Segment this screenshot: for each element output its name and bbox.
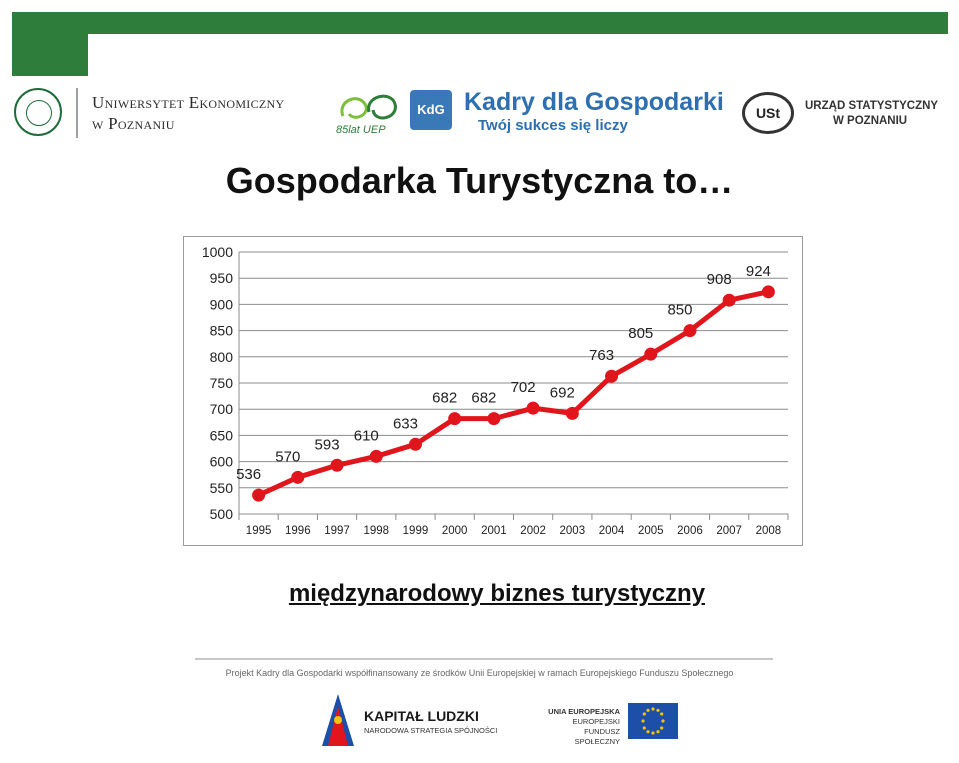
y-tick-label: 950 — [209, 270, 233, 287]
data-label: 702 — [510, 379, 536, 397]
header-green-tab — [12, 34, 88, 76]
header-white-notch — [88, 34, 948, 76]
slide-subtitle: międzynarodowy biznes turystyczny — [288, 580, 706, 607]
data-point — [644, 348, 657, 361]
data-label: 682 — [432, 389, 458, 407]
data-label: 682 — [471, 389, 497, 407]
uep-anniversary-label: 85lat UEP — [336, 124, 386, 136]
x-tick-label: 2000 — [441, 525, 468, 537]
x-tick-label: 2004 — [598, 525, 625, 537]
kapital-ludzki-title: KAPITAŁ LUDZKI — [364, 708, 479, 724]
y-tick-label: 750 — [209, 375, 233, 391]
data-point — [331, 459, 344, 472]
data-point — [762, 285, 775, 298]
cofinance-note: Projekt Kadry dla Gospodarki współfinansowany ze środków Unii Europejskiej w ramach Europejskiego Funduszu Społecznego — [225, 668, 734, 678]
data-point — [487, 412, 500, 425]
kdg-logo-icon: KdG — [410, 90, 452, 130]
y-tick-label: 600 — [209, 453, 233, 470]
data-point — [683, 324, 696, 337]
university-name — [92, 92, 284, 134]
x-tick-label: 2006 — [677, 525, 703, 537]
x-tick-label: 2001 — [481, 525, 507, 537]
y-tick-label: 800 — [209, 348, 233, 365]
data-label: 763 — [589, 347, 615, 365]
data-point — [291, 471, 304, 484]
chart-frame — [183, 236, 803, 546]
logo-divider — [76, 88, 78, 138]
stat-office-name-line2: W POZNANIU — [833, 115, 908, 127]
data-point — [723, 294, 736, 307]
x-tick-label: 1995 — [245, 525, 272, 537]
y-tick-label: 550 — [209, 479, 233, 496]
line-chart — [184, 237, 802, 545]
data-label: 593 — [314, 436, 340, 454]
y-tick-label: 650 — [209, 427, 233, 444]
data-point — [252, 489, 265, 502]
kapital-ludzki-logo-icon — [318, 692, 358, 748]
y-tick-label: 1000 — [201, 244, 233, 260]
y-tick-label: 850 — [209, 322, 233, 339]
x-tick-label: 1998 — [363, 525, 390, 537]
eu-text — [540, 707, 620, 747]
university-name-line2: w Poznaniu — [92, 114, 175, 133]
university-name-line1: Uniwersytet Ekonomiczny — [92, 93, 285, 112]
university-seal-icon — [14, 88, 62, 136]
y-tick-label: 700 — [209, 401, 233, 418]
header-green-bar — [12, 12, 948, 34]
data-label: 536 — [236, 466, 262, 484]
eu-line1: UNIA EUROPEJSKA — [548, 707, 620, 716]
x-tick-label: 1996 — [285, 525, 311, 537]
eu-line3: FUNDUSZ SPOŁECZNY — [574, 727, 620, 746]
footer-divider — [195, 658, 773, 660]
page-title: Gospodarka Turystyczna to… — [225, 160, 734, 201]
y-tick-label: 900 — [209, 296, 233, 313]
stat-office-logo-icon: USt — [742, 92, 794, 134]
x-tick-label: 1997 — [324, 525, 350, 537]
eu-flag-icon — [628, 703, 678, 739]
x-tick-label: 2005 — [637, 525, 664, 537]
data-label: 805 — [628, 325, 654, 343]
x-tick-label: 2007 — [716, 525, 742, 537]
data-point — [566, 407, 579, 420]
data-point — [527, 402, 540, 415]
data-label: 610 — [353, 427, 379, 445]
x-tick-label: 2002 — [520, 525, 546, 537]
data-point — [370, 450, 383, 463]
eu-line2: EUROPEJSKI — [572, 717, 620, 726]
data-label: 692 — [549, 384, 575, 402]
project-slogan: Twój sukces się liczy — [478, 117, 628, 134]
y-tick-label: 500 — [209, 506, 233, 522]
x-tick-label: 2003 — [559, 525, 586, 537]
stat-office-name — [805, 99, 938, 129]
data-label: 850 — [667, 301, 693, 319]
data-label: 908 — [706, 271, 732, 289]
data-point — [605, 370, 618, 383]
x-tick-label: 1999 — [402, 525, 429, 537]
data-point — [448, 412, 461, 425]
stat-office-name-line1: URZĄD STATYSTYCZNY — [805, 100, 939, 112]
data-point — [409, 438, 422, 451]
data-label: 924 — [745, 262, 771, 280]
kapital-ludzki-subtitle: NARODOWA STRATEGIA SPÓJNOŚCI — [364, 726, 498, 735]
data-label: 633 — [392, 415, 418, 433]
data-label: 570 — [275, 448, 301, 466]
project-name: Kadry dla Gospodarki — [464, 88, 724, 116]
x-tick-label: 2008 — [755, 525, 782, 537]
